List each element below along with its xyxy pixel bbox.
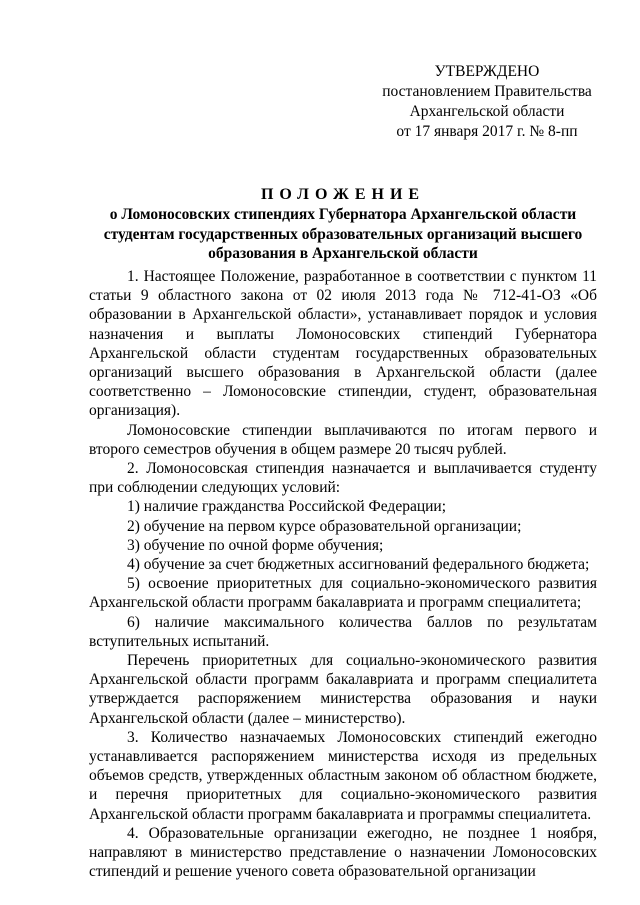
approval-stamp — [372, 62, 602, 142]
approval-authority: постановлением Правительства — [382, 83, 592, 100]
condition-item-3: 3) обучение по очной форме обучения; — [127, 536, 384, 554]
condition-item-6: 6) наличие максимального количества баллов по результатам вступительных испытаний. — [89, 613, 597, 650]
paragraph-3: 3. Количество назначаемых Ломоносовских стипендий ежегодно устанавливается распоряжением министерства исходя из предельных объемов средств, утвержденных областным законом об областном бюджете, и перечня приоритетных для социально-экономического развития Архангельской области программ бакалавриата и программы специалитета. — [89, 728, 597, 823]
paragraph-4: 4. Образовательные организации ежегодно, не позднее 1 ноября, направляют в министерство представление о назначении Ломоносовских стипендий и решение ученого совета образовательной организации — [89, 824, 597, 881]
condition-item-4: 4) обучение за счет бюджетных ассигнований федерального бюджета; — [127, 556, 590, 574]
condition-item-1: 1) наличие гражданства Российской Федерации; — [127, 498, 447, 516]
approval-heading: УТВЕРЖДЕНО — [434, 63, 540, 80]
paragraph-2-list-note: Перечень приоритетных для социально-экономического развития Архангельской области программ бакалавриата и программ специалитета утверждается распоряжением министерства образования и науки Архангельской области (далее – министерство). — [89, 652, 597, 727]
paragraph-1-note: Ломоносовские стипендии выплачиваются по итогам первого и второго семестров обучения в общем размере 20 тысяч рублей. — [89, 421, 597, 458]
approval-date-number: от 17 января 2017 г. № 8-пп — [396, 123, 578, 140]
paragraph-2: 2. Ломоносовская стипендия назначается и выплачивается студенту при соблюдении следующих условий: — [89, 460, 597, 497]
document-body — [89, 267, 597, 882]
approval-region: Архангельской области — [409, 103, 565, 120]
paragraph-1: 1. Настоящее Положение, разработанное в соответствии с пунктом 11 статьи 9 областного закона от 02 июля 2013 года № 712-41-ОЗ «Об образовании в Архангельской области», устанавливает порядок и условия назначения и выплаты Ломоносовских стипендий Губернатора Архангельской области студентам государственных образовательных организаций высшего образования в Архангельской области (далее соответственно – Ломоносовские стипендии, студент, образовательная организация). — [89, 268, 597, 420]
title-main: ПОЛОЖЕНИЕ — [260, 186, 426, 203]
condition-item-2: 2) обучение на первом курсе образовательной организации; — [127, 517, 522, 535]
document-title — [88, 185, 598, 264]
title-subtitle: о Ломоносовских стипендиях Губернатора Архангельской области студентам государственных образовательных организаций высшего образования в Архангельской области — [103, 206, 583, 262]
condition-item-5: 5) освоение приоритетных для социально-экономического развития Архангельской области программ бакалавриата и программ специалитета; — [89, 575, 597, 612]
